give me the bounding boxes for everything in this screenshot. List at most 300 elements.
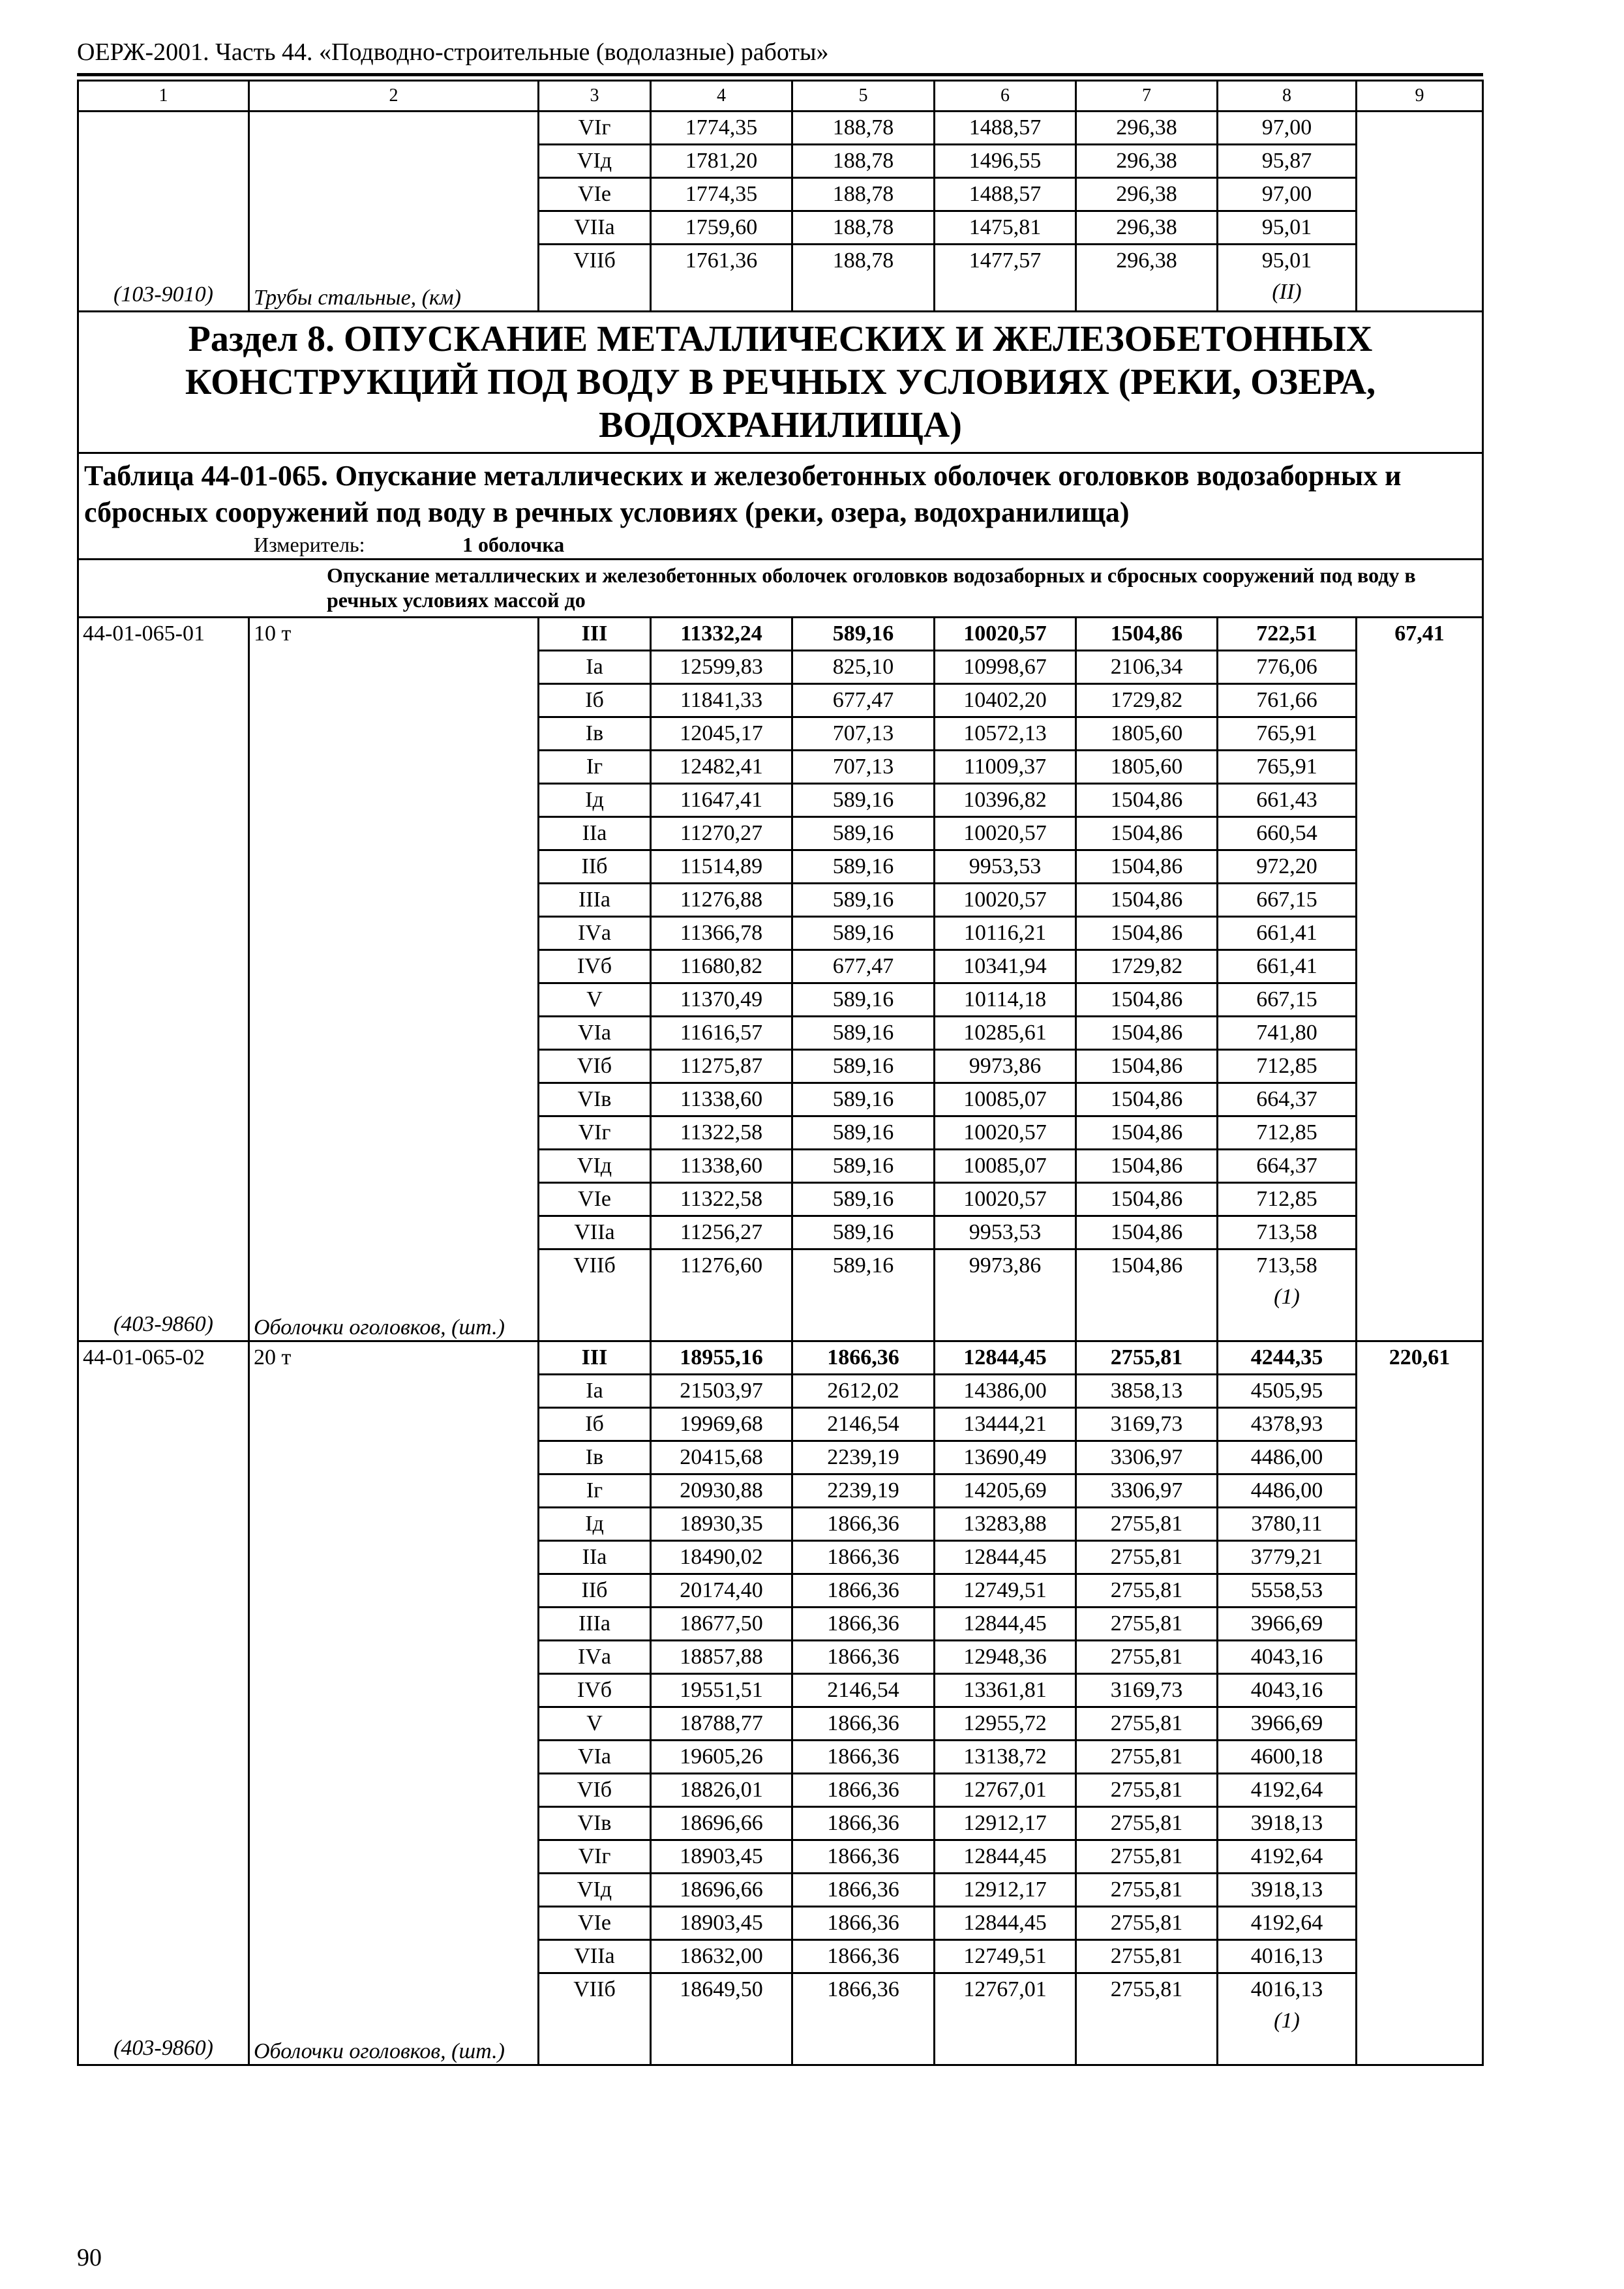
value-cell [935, 1674, 1076, 1707]
value: 97,00 [1261, 115, 1312, 140]
resource-note: (1) [1274, 1285, 1300, 1309]
value: 11514,89 [680, 854, 763, 878]
value: 11275,87 [680, 1054, 763, 1078]
value-cell [935, 1216, 1076, 1249]
value-cell [1218, 1375, 1357, 1408]
value: 1866,36 [827, 1645, 899, 1669]
value: 296,38 [1116, 215, 1177, 239]
value-cell [792, 1216, 935, 1249]
measure-line [84, 531, 1477, 558]
zone-cell [539, 211, 651, 245]
value-cell [935, 1541, 1076, 1574]
value: 1504,86 [1110, 1253, 1183, 1278]
zone-label: III [581, 621, 608, 646]
zone-cell [539, 1408, 651, 1441]
value: 10085,07 [963, 1154, 1047, 1178]
value: 11366,78 [680, 921, 763, 945]
value-cell [651, 178, 792, 211]
value: 1866,36 [827, 1545, 899, 1569]
value-cell [1218, 1083, 1357, 1116]
value: 2755,81 [1110, 1611, 1183, 1636]
zone-label: Iд [585, 788, 604, 812]
value-cell [935, 1874, 1076, 1907]
value-cell [935, 1741, 1076, 1774]
value-cell [935, 1774, 1076, 1807]
value: 12844,45 [963, 1545, 1047, 1569]
value-cell [651, 1608, 792, 1641]
value-cell [792, 1150, 935, 1183]
value: 10341,94 [963, 954, 1047, 978]
value-cell [651, 1741, 792, 1774]
value-cell [792, 1474, 935, 1508]
zone-cell [539, 1608, 651, 1641]
value-cell [935, 1807, 1076, 1840]
value-cell [792, 1375, 935, 1408]
value: 2146,54 [827, 1412, 899, 1436]
value-cell [1218, 1508, 1357, 1541]
value-cell [1076, 211, 1218, 245]
value-cell [935, 917, 1076, 950]
value: 664,37 [1256, 1087, 1317, 1111]
zone-label: V [586, 987, 603, 1011]
value: 1774,35 [685, 182, 758, 206]
measure-label: Измеритель: [254, 533, 365, 556]
value: 589,16 [832, 1120, 894, 1144]
value-cell [935, 651, 1076, 684]
item-code: 44-01-065-02 [83, 1345, 205, 1369]
value: 1504,86 [1110, 1220, 1183, 1244]
value: 13361,81 [963, 1678, 1047, 1702]
value: 1761,36 [685, 248, 758, 273]
value: 9953,53 [969, 1220, 1042, 1244]
value-cell [935, 1408, 1076, 1441]
rates-table [77, 80, 1484, 2066]
value-cell [1218, 784, 1357, 817]
value-cell [1076, 817, 1218, 850]
zone-label: VIIб [573, 1253, 616, 1278]
value-cell [1076, 1541, 1218, 1574]
value-cell [792, 1674, 935, 1707]
value: 10572,13 [963, 721, 1047, 745]
value-cell [935, 1017, 1076, 1050]
zone-label: Iб [585, 1412, 604, 1436]
value: 741,80 [1256, 1021, 1317, 1045]
value: 12599,83 [680, 655, 763, 679]
value: 296,38 [1116, 115, 1177, 140]
value-cell [1076, 950, 1218, 983]
value-cell [1218, 1017, 1357, 1050]
value: 3780,11 [1251, 1512, 1323, 1536]
value-cell [792, 717, 935, 751]
zone-cell [539, 1341, 651, 1375]
value: 19605,26 [680, 1744, 763, 1769]
value-cell [792, 1541, 935, 1574]
value-cell [935, 884, 1076, 917]
measure-value: 1 оболочка [462, 533, 565, 556]
zone-cell [539, 651, 651, 684]
value-cell [1076, 1840, 1218, 1874]
value-cell [1218, 1874, 1357, 1907]
value-cell [935, 1907, 1076, 1940]
value-cell [1218, 1774, 1357, 1807]
value: 1774,35 [685, 115, 758, 140]
value-cell [935, 1249, 1076, 1341]
value: 1504,86 [1110, 888, 1183, 912]
value: 765,91 [1256, 755, 1317, 779]
zone-label: VIд [577, 1878, 612, 1902]
zone-cell [539, 1083, 651, 1116]
value: 18490,02 [680, 1545, 763, 1569]
value: 12948,36 [963, 1645, 1047, 1669]
value-cell [651, 850, 792, 884]
value: 2755,81 [1110, 1545, 1183, 1569]
value-cell [792, 1973, 935, 2065]
value: 661,41 [1256, 921, 1317, 945]
value: 10402,20 [963, 688, 1047, 712]
value-cell [1076, 1017, 1218, 1050]
value-cell [1218, 1183, 1357, 1216]
value-cell [792, 884, 935, 917]
value: 589,16 [832, 788, 894, 812]
value: 97,00 [1261, 182, 1312, 206]
value-cell [935, 950, 1076, 983]
value-cell [651, 1807, 792, 1840]
value-cell [792, 784, 935, 817]
value: 12749,51 [963, 1944, 1047, 1968]
value-cell [651, 1508, 792, 1541]
zone-cell [539, 1840, 651, 1874]
value-cell [1076, 1474, 1218, 1508]
value: 11332,24 [680, 621, 762, 646]
value-cell [1076, 1508, 1218, 1541]
value-cell [651, 1840, 792, 1874]
value: 4043,16 [1250, 1645, 1323, 1669]
value: 12912,17 [963, 1878, 1047, 1902]
value-cell [935, 1973, 1076, 2065]
zone-cell [539, 983, 651, 1017]
value: 3306,97 [1110, 1478, 1183, 1503]
col9-cell [1357, 1341, 1483, 2065]
value-cell [651, 1574, 792, 1608]
code-cell [78, 112, 249, 312]
value-cell [935, 245, 1076, 312]
value-cell [651, 784, 792, 817]
zone-cell [539, 684, 651, 717]
value-cell [792, 950, 935, 983]
zone-cell [539, 112, 651, 145]
value: 2106,34 [1110, 655, 1183, 679]
value: 14205,69 [963, 1478, 1047, 1503]
zone-label: V [586, 1711, 603, 1735]
value: 1504,86 [1110, 921, 1183, 945]
zone-label: VIIа [574, 1944, 615, 1968]
value: 11841,33 [680, 688, 763, 712]
value: 589,16 [832, 621, 894, 646]
value-cell [1218, 1840, 1357, 1874]
value-cell [935, 1641, 1076, 1674]
value-cell [792, 1083, 935, 1116]
value: 589,16 [832, 1220, 894, 1244]
value-cell [1076, 1641, 1218, 1674]
value-cell [935, 1608, 1076, 1641]
zone-cell [539, 850, 651, 884]
value: 4192,64 [1250, 1778, 1323, 1802]
value-cell [792, 983, 935, 1017]
value: 3966,69 [1250, 1711, 1323, 1735]
value-cell [1218, 651, 1357, 684]
value-cell [792, 1017, 935, 1050]
value: 1866,36 [827, 1578, 899, 1602]
resource-name: Оболочки оголовков, (шт.) [254, 2039, 505, 2063]
zone-cell [539, 1574, 651, 1608]
value-cell [651, 618, 792, 651]
column-number: 9 [1357, 81, 1483, 112]
zone-cell [539, 145, 651, 178]
value: 14386,00 [963, 1379, 1047, 1403]
value-cell [1076, 684, 1218, 717]
zone-label: IIIа [578, 1611, 611, 1636]
value: 11680,82 [680, 954, 763, 978]
value-cell [651, 112, 792, 145]
value: 20415,68 [680, 1445, 763, 1469]
zone-label: VIIб [573, 1977, 616, 2001]
value: 95,01 [1261, 248, 1312, 273]
value-cell [651, 950, 792, 983]
value: 2755,81 [1110, 1578, 1183, 1602]
value: 2755,81 [1110, 1744, 1183, 1769]
value-cell [792, 1574, 935, 1608]
value: 12955,72 [963, 1711, 1047, 1735]
value: 2755,81 [1110, 1345, 1183, 1369]
value-cell [1076, 1907, 1218, 1940]
value-cell [1076, 1083, 1218, 1116]
value-cell [1076, 651, 1218, 684]
value-cell [1218, 1541, 1357, 1574]
value-cell [1076, 1973, 1218, 2065]
zone-cell [539, 1874, 651, 1907]
value-cell [1218, 1641, 1357, 1674]
value-cell [792, 751, 935, 784]
value: 3918,13 [1250, 1878, 1323, 1902]
value-cell [1076, 1940, 1218, 1973]
value-cell [1076, 1216, 1218, 1249]
value-cell [792, 1641, 935, 1674]
value-cell [792, 245, 935, 312]
value: 4505,95 [1250, 1379, 1323, 1403]
value: 1504,86 [1110, 1021, 1183, 1045]
value-cell [935, 817, 1076, 850]
value-cell [651, 1341, 792, 1375]
value: 11276,88 [680, 888, 763, 912]
column-number: 8 [1218, 81, 1357, 112]
value: 1866,36 [827, 1944, 899, 1968]
zone-cell [539, 1907, 651, 1940]
value-cell [1076, 1441, 1218, 1474]
value: 2755,81 [1110, 1811, 1183, 1835]
value-cell [1218, 717, 1357, 751]
value: 11647,41 [680, 788, 763, 812]
section-title: Раздел 8. ОПУСКАНИЕ МЕТАЛЛИЧЕСКИХ И ЖЕЛЕЗОБЕТОННЫХ КОНСТРУКЦИЙ ПОД ВОДУ В РЕЧНЫХ УСЛОВИЯХ (РЕКИ, ОЗЕРА, ВОДОХРАНИЛИЩА) [78, 312, 1483, 453]
value: 761,66 [1256, 688, 1317, 712]
value-cell [651, 211, 792, 245]
zone-cell [539, 245, 651, 312]
value-cell [1218, 1341, 1357, 1375]
value: 9973,86 [969, 1253, 1042, 1278]
table-title-cell [78, 453, 1483, 560]
value-cell [1076, 1050, 1218, 1083]
value: 13138,72 [963, 1744, 1047, 1769]
value: 589,16 [832, 1087, 894, 1111]
value-cell [651, 1183, 792, 1216]
value: 1488,57 [969, 115, 1042, 140]
table-row [78, 1341, 1483, 1375]
value: 660,54 [1256, 821, 1317, 845]
value: 2755,81 [1110, 1645, 1183, 1669]
value-cell [1218, 950, 1357, 983]
value: 5558,53 [1250, 1578, 1323, 1602]
value-cell [1076, 850, 1218, 884]
value: 2755,81 [1110, 1944, 1183, 1968]
zone-label: VIIа [574, 1220, 615, 1244]
value: 589,16 [832, 987, 894, 1011]
value: 4043,16 [1250, 1678, 1323, 1702]
zone-cell [539, 884, 651, 917]
value: 4192,64 [1250, 1911, 1323, 1935]
value-cell [935, 717, 1076, 751]
value-cell [1076, 1574, 1218, 1608]
value: 11009,37 [963, 755, 1047, 779]
value-cell [1076, 983, 1218, 1017]
zone-label: III [581, 1345, 608, 1369]
value: 1504,86 [1110, 821, 1183, 845]
value-cell [1076, 1341, 1218, 1375]
value-cell [651, 1375, 792, 1408]
value: 1866,36 [827, 1878, 899, 1902]
zone-label: Iг [586, 1478, 603, 1503]
value: 2239,19 [827, 1445, 899, 1469]
value-cell [1218, 618, 1357, 651]
value: 18930,35 [680, 1512, 763, 1536]
value: 18903,45 [680, 1911, 763, 1935]
value-cell [792, 1441, 935, 1474]
value: 589,16 [832, 1021, 894, 1045]
value-cell [935, 1083, 1076, 1116]
zone-cell [539, 1641, 651, 1674]
value: 12749,51 [963, 1578, 1047, 1602]
value-cell [1218, 1150, 1357, 1183]
zone-cell [539, 784, 651, 817]
value-cell [651, 1408, 792, 1441]
zone-cell [539, 1375, 651, 1408]
value: 21503,97 [680, 1379, 763, 1403]
zone-label: VIIб [573, 248, 616, 273]
value: 589,16 [832, 888, 894, 912]
value: 1504,86 [1110, 1187, 1183, 1211]
value: 712,85 [1256, 1054, 1317, 1078]
value: 10114,18 [963, 987, 1047, 1011]
zone-cell [539, 817, 651, 850]
value-cell [1076, 1874, 1218, 1907]
value: 713,58 [1256, 1253, 1317, 1278]
value-cell [1218, 1249, 1357, 1341]
value: 296,38 [1116, 182, 1177, 206]
value: 9953,53 [969, 854, 1042, 878]
value: 1866,36 [827, 1811, 899, 1835]
value: 18788,77 [680, 1711, 763, 1735]
zone-cell [539, 1216, 651, 1249]
value-cell [1076, 1408, 1218, 1441]
value-cell [1218, 1116, 1357, 1150]
value: 13444,21 [963, 1412, 1047, 1436]
value-cell [935, 1508, 1076, 1541]
value: 20930,88 [680, 1478, 763, 1503]
value: 664,37 [1256, 1154, 1317, 1178]
value: 10020,57 [963, 888, 1047, 912]
value: 18696,66 [680, 1878, 763, 1902]
value: 1504,86 [1110, 621, 1183, 646]
value: 11338,60 [680, 1087, 763, 1111]
value: 1504,86 [1110, 1087, 1183, 1111]
value: 296,38 [1116, 149, 1177, 173]
resource-code: (103-9010) [113, 282, 213, 307]
value: 1477,57 [969, 248, 1042, 273]
value-cell [935, 1474, 1076, 1508]
value: 188,78 [832, 149, 894, 173]
zone-label: VIг [578, 115, 611, 140]
value: 2239,19 [827, 1478, 899, 1503]
value: 12045,17 [680, 721, 763, 745]
header-divider [77, 73, 1483, 76]
zone-label: VIе [578, 182, 611, 206]
value-cell [935, 983, 1076, 1017]
value-cell [792, 1050, 935, 1083]
value-cell [651, 1541, 792, 1574]
value: 1866,36 [827, 1911, 899, 1935]
zone-cell [539, 917, 651, 950]
value-cell [935, 1341, 1076, 1375]
value-cell [935, 784, 1076, 817]
value: 713,58 [1256, 1220, 1317, 1244]
value: 3858,13 [1110, 1379, 1183, 1403]
value: 589,16 [832, 1187, 894, 1211]
value-cell [651, 145, 792, 178]
zone-cell [539, 950, 651, 983]
value-cell [1218, 1216, 1357, 1249]
zone-cell [539, 1674, 651, 1707]
value-cell [1076, 1807, 1218, 1840]
value: 1805,60 [1110, 755, 1183, 779]
value: 95,01 [1261, 215, 1312, 239]
value-cell [1218, 145, 1357, 178]
value-cell [935, 1707, 1076, 1741]
value-cell [935, 1150, 1076, 1183]
value: 10085,07 [963, 1087, 1047, 1111]
value-cell [651, 1874, 792, 1907]
zone-label: IIб [581, 854, 608, 878]
item-mass: 10 т [254, 621, 292, 646]
value-cell [1218, 1973, 1357, 2065]
value: 765,91 [1256, 721, 1317, 745]
zone-cell [539, 618, 651, 651]
value-cell [1076, 1674, 1218, 1707]
value: 10396,82 [963, 788, 1047, 812]
zone-label: IVа [578, 921, 611, 945]
value-cell [1076, 1150, 1218, 1183]
value: 4244,35 [1250, 1345, 1323, 1369]
value-cell [651, 1083, 792, 1116]
value: 1475,81 [969, 215, 1042, 239]
value: 4378,93 [1250, 1412, 1323, 1436]
